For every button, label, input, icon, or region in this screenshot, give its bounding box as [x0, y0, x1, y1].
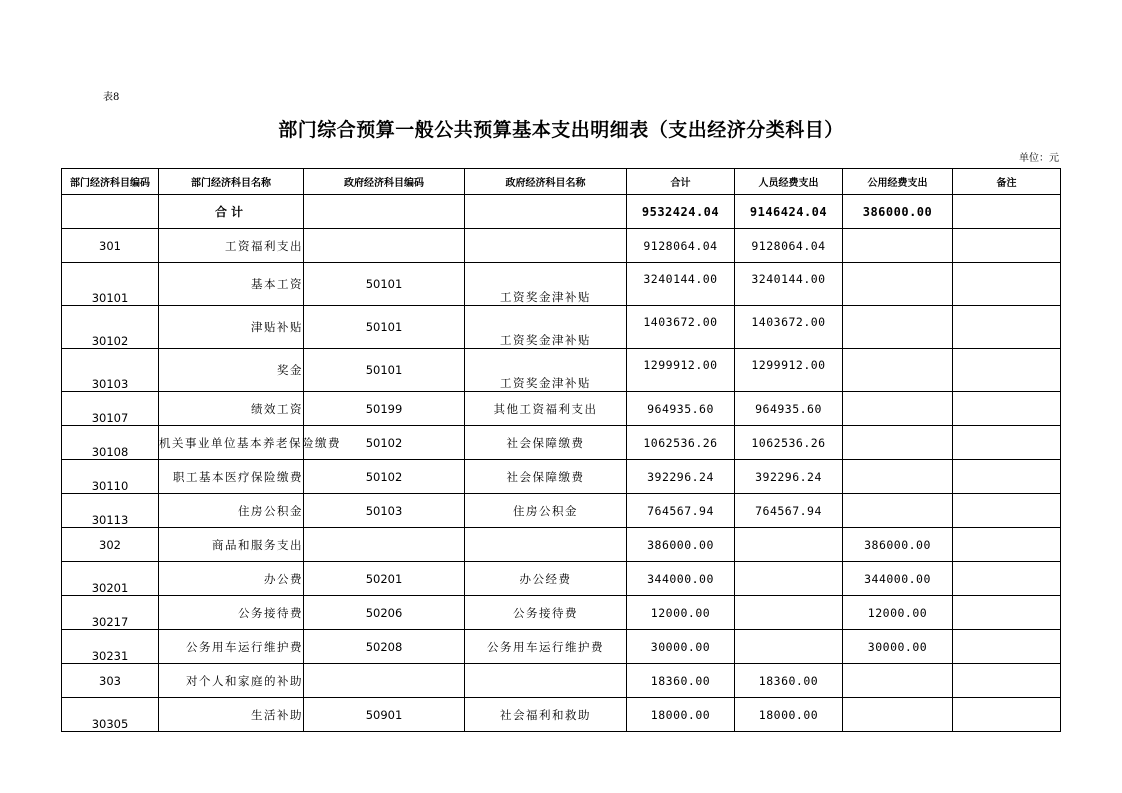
- header-dept-name: 部门经济科目名称: [159, 169, 304, 195]
- row-personnel: [735, 630, 843, 664]
- row-note: [953, 306, 1061, 349]
- row-total: 1403672.00: [627, 306, 735, 349]
- row-public: [843, 664, 953, 698]
- row-gov-code: 50101: [304, 349, 465, 392]
- row-code: 30201: [62, 562, 159, 596]
- row-name: [159, 562, 304, 596]
- table-row: [62, 229, 1061, 263]
- row-public: [843, 229, 953, 263]
- row-public: 386000.00: [843, 528, 953, 562]
- row-gov-code: [304, 528, 465, 562]
- row-total: 344000.00: [627, 562, 735, 596]
- total-code-cell: [62, 195, 159, 229]
- row-gov-code: [304, 229, 465, 263]
- row-gov-code: 50101: [304, 263, 465, 306]
- row-total: 964935.60: [627, 392, 735, 426]
- row-name-text: 办公费: [264, 571, 303, 586]
- row-name: [159, 263, 304, 306]
- row-code: 30101: [62, 263, 159, 306]
- row-public: [843, 392, 953, 426]
- row-name-text: 商品和服务支出: [212, 537, 303, 552]
- row-code: 30107: [62, 392, 159, 426]
- row-name-text: 公务接待费: [238, 605, 303, 620]
- row-name: [159, 664, 304, 698]
- row-public: 30000.00: [843, 630, 953, 664]
- row-name-text: 公务用车运行维护费: [186, 639, 303, 654]
- row-note: [953, 596, 1061, 630]
- row-gov-code: [304, 664, 465, 698]
- row-public: [843, 698, 953, 732]
- row-total: 764567.94: [627, 494, 735, 528]
- row-name: [159, 392, 304, 426]
- row-note: [953, 349, 1061, 392]
- row-name-text: 生活补助: [251, 707, 303, 722]
- row-code: 30231: [62, 630, 159, 664]
- table-row: [62, 392, 1061, 426]
- row-name-text: 津贴补贴: [251, 320, 303, 334]
- row-public: 12000.00: [843, 596, 953, 630]
- header-gov-name: 政府经济科目名称: [465, 169, 627, 195]
- total-amount: 9532424.04: [627, 195, 735, 229]
- row-total: 18000.00: [627, 698, 735, 732]
- row-gov-code: 50102: [304, 460, 465, 494]
- budget-detail-table: [61, 168, 1061, 732]
- row-name-text: 机关事业单位基本养老保险缴费: [159, 435, 341, 450]
- row-name: [159, 460, 304, 494]
- total-gcode-cell: [304, 195, 465, 229]
- row-code: 302: [62, 528, 159, 562]
- row-gov-name: 社会保障缴费: [465, 460, 627, 494]
- row-name-text: 职工基本医疗保险缴费: [173, 469, 303, 484]
- row-name: [159, 229, 304, 263]
- row-name-text: 奖金: [277, 363, 303, 377]
- table-row: [62, 494, 1061, 528]
- row-public: [843, 426, 953, 460]
- row-total: 1299912.00: [627, 349, 735, 392]
- table-row: [62, 460, 1061, 494]
- row-gov-code: 50201: [304, 562, 465, 596]
- row-name-text: 绩效工资: [251, 401, 303, 416]
- row-personnel: [735, 596, 843, 630]
- row-note: [953, 664, 1061, 698]
- row-public: 344000.00: [843, 562, 953, 596]
- row-personnel: 1299912.00: [735, 349, 843, 392]
- table-row: [62, 528, 1061, 562]
- row-gov-name: [465, 229, 627, 263]
- row-personnel: [735, 528, 843, 562]
- row-personnel: 3240144.00: [735, 263, 843, 306]
- row-gov-code: 50103: [304, 494, 465, 528]
- row-name-text: 住房公积金: [238, 503, 303, 518]
- row-public: [843, 263, 953, 306]
- row-gov-name: 工资奖金津补贴: [465, 349, 627, 392]
- row-total: 392296.24: [627, 460, 735, 494]
- row-gov-code: 50206: [304, 596, 465, 630]
- row-name: [159, 494, 304, 528]
- row-gov-name: 公务接待费: [465, 596, 627, 630]
- row-gov-name: 社会福利和救助: [465, 698, 627, 732]
- table-number-label: 表8: [103, 92, 120, 103]
- header-gov-code: 政府经济科目编码: [304, 169, 465, 195]
- row-total: 1062536.26: [627, 426, 735, 460]
- page-title: 部门综合预算一般公共预算基本支出明细表（支出经济分类科目）: [278, 119, 844, 141]
- row-gov-code: 50199: [304, 392, 465, 426]
- row-gov-name: 工资奖金津补贴: [465, 306, 627, 349]
- row-public: [843, 460, 953, 494]
- table-row: [62, 664, 1061, 698]
- row-code: 301: [62, 229, 159, 263]
- row-code: 30217: [62, 596, 159, 630]
- row-name-text: 对个人和家庭的补助: [186, 673, 303, 688]
- row-note: [953, 229, 1061, 263]
- total-public: 386000.00: [843, 195, 953, 229]
- row-personnel: 18360.00: [735, 664, 843, 698]
- row-note: [953, 528, 1061, 562]
- row-personnel: 392296.24: [735, 460, 843, 494]
- row-gov-name: 工资奖金津补贴: [465, 263, 627, 306]
- row-code: 30113: [62, 494, 159, 528]
- table-header-row: [62, 169, 1061, 195]
- header-public: 公用经费支出: [843, 169, 953, 195]
- table-row: [62, 426, 1061, 460]
- row-gov-name: 公务用车运行维护费: [465, 630, 627, 664]
- row-gov-name: 社会保障缴费: [465, 426, 627, 460]
- row-name: [159, 698, 304, 732]
- row-total: 9128064.04: [627, 229, 735, 263]
- row-gov-name: 办公经费: [465, 562, 627, 596]
- row-note: [953, 494, 1061, 528]
- header-personnel: 人员经费支出: [735, 169, 843, 195]
- row-code: 30103: [62, 349, 159, 392]
- row-gov-name: [465, 664, 627, 698]
- row-code: 30102: [62, 306, 159, 349]
- total-gname-cell: [465, 195, 627, 229]
- row-public: [843, 494, 953, 528]
- total-row: [62, 195, 1061, 229]
- row-note: [953, 630, 1061, 664]
- row-public: [843, 349, 953, 392]
- table-row: [62, 630, 1061, 664]
- table-row: [62, 698, 1061, 732]
- row-code: 303: [62, 664, 159, 698]
- row-note: [953, 562, 1061, 596]
- row-gov-code: 50101: [304, 306, 465, 349]
- row-gov-code: 50102: [304, 426, 465, 460]
- row-name: [159, 306, 304, 349]
- total-note-cell: [953, 195, 1061, 229]
- row-personnel: 764567.94: [735, 494, 843, 528]
- header-total: 合计: [627, 169, 735, 195]
- row-name: [159, 596, 304, 630]
- row-name-text: 基本工资: [251, 277, 303, 291]
- row-gov-name: 住房公积金: [465, 494, 627, 528]
- row-total: 386000.00: [627, 528, 735, 562]
- row-total: 12000.00: [627, 596, 735, 630]
- row-personnel: 18000.00: [735, 698, 843, 732]
- table-row: [62, 306, 1061, 349]
- row-total: 3240144.00: [627, 263, 735, 306]
- row-total: 30000.00: [627, 630, 735, 664]
- row-gov-name: 其他工资福利支出: [465, 392, 627, 426]
- table-row: [62, 562, 1061, 596]
- row-personnel: 964935.60: [735, 392, 843, 426]
- row-personnel: 1403672.00: [735, 306, 843, 349]
- row-gov-code: 50901: [304, 698, 465, 732]
- row-gov-code: 50208: [304, 630, 465, 664]
- unit-label: 单位：元: [1019, 153, 1059, 164]
- row-public: [843, 306, 953, 349]
- row-code: 30110: [62, 460, 159, 494]
- row-personnel: 9128064.04: [735, 229, 843, 263]
- table-row: [62, 263, 1061, 306]
- row-note: [953, 460, 1061, 494]
- total-label: 合计: [159, 195, 304, 229]
- header-note: 备注: [953, 169, 1061, 195]
- row-name: [159, 630, 304, 664]
- table-row: [62, 596, 1061, 630]
- total-personnel: 9146424.04: [735, 195, 843, 229]
- row-name-text: 工资福利支出: [225, 238, 303, 253]
- row-note: [953, 263, 1061, 306]
- row-code: 30108: [62, 426, 159, 460]
- table-row: [62, 349, 1061, 392]
- row-name: [159, 528, 304, 562]
- row-total: 18360.00: [627, 664, 735, 698]
- row-note: [953, 392, 1061, 426]
- row-personnel: 1062536.26: [735, 426, 843, 460]
- row-code: 30305: [62, 698, 159, 732]
- header-dept-code: 部门经济科目编码: [62, 169, 159, 195]
- row-personnel: [735, 562, 843, 596]
- row-note: [953, 698, 1061, 732]
- row-gov-name: [465, 528, 627, 562]
- row-name: [159, 426, 341, 460]
- row-note: [953, 426, 1061, 460]
- row-name: [159, 349, 304, 392]
